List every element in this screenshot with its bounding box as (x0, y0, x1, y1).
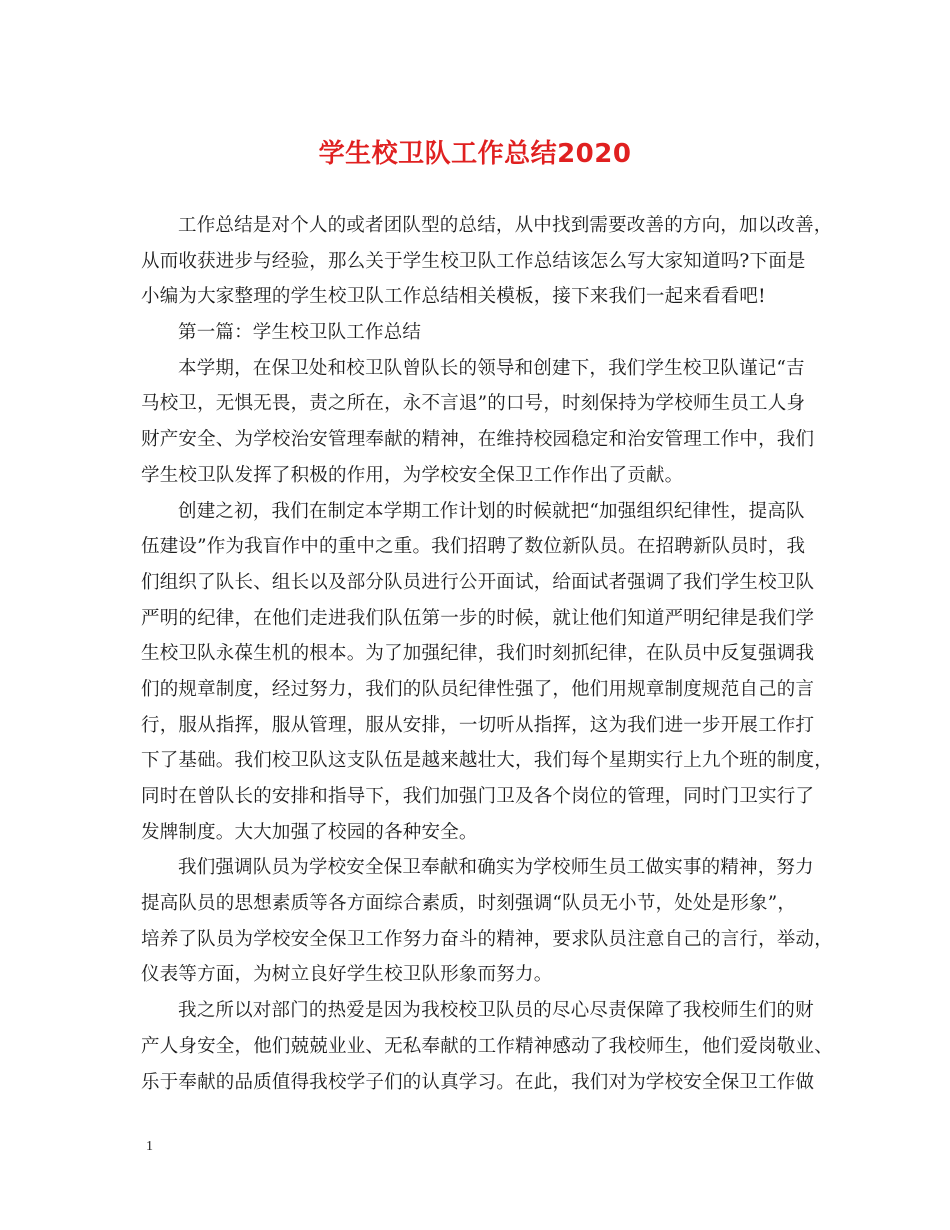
document-body (141, 208, 833, 1100)
text-line: 我之所以对部门的热爱是因为我校校卫队员的尽心尽责保障了我校师生们的财 (178, 1000, 814, 1022)
text-line: 们的规章制度，经过努力，我们的队员纪律性强了，他们用规章制度规范自己的言 (141, 678, 815, 700)
text-line: 从而收获进步与经验，那么关于学生校卫队工作总结该怎么写大家知道吗?下面是 (141, 250, 806, 272)
text-line: 第一篇：学生校卫队工作总结 (178, 322, 422, 344)
page-number: 1 (146, 1139, 153, 1154)
text-line: 培养了队员为学校安全保卫工作努力奋斗的精神，要求队员注意自己的言行，举动， (141, 928, 833, 950)
text-line: 行，服从指挥，服从管理，服从安排，一切听从指挥，这为我们进一步开展工作打 (141, 714, 815, 736)
text-line: 本学期，在保卫处和校卫队曾队长的领导和创建下，我们学生校卫队谨记“吉 (178, 357, 805, 379)
text-line: 下了基础。我们校卫队这支队伍是越来越壮大，我们每个星期实行上九个班的制度， (141, 750, 833, 772)
text-line: 工作总结是对个人的或者团队型的总结，从中找到需要改善的方向，加以改善， (178, 215, 833, 236)
text-line: 小编为大家整理的学生校卫队工作总结相关模板，接下来我们一起来看看吧! (141, 286, 766, 308)
text-line: 发牌制度。大大加强了校园的各种安全。 (141, 821, 478, 843)
text-line: 学生校卫队发挥了积极的作用，为学校安全保卫工作作出了贡献。 (141, 464, 684, 486)
text-line: 同时在曾队长的安排和指导下，我们加强门卫及各个岗位的管理，同时门卫实行了 (141, 786, 815, 807)
text-line: 严明的纪律，在他们走进我们队伍第一步的时候，就让他们知道严明纪律是我们学 (141, 607, 815, 629)
text-line: 乐于奉献的品质值得我校学子们的认真学习。在此，我们对为学校安全保卫工作做 (141, 1071, 815, 1093)
text-line: 马校卫，无惧无畏，责之所在，永不言退”的口号，时刻保持为学校师生员工人身 (141, 393, 806, 415)
text-line: 生校卫队永葆生机的根本。为了加强纪律，我们时刻抓纪律，在队员中反复强调我 (141, 643, 815, 665)
text-line: 仪表等方面，为树立良好学生校卫队形象而努力。 (141, 964, 553, 986)
text-line: 们组织了队长、组长以及部分队员进行公开面试，给面试者强调了我们学生校卫队 (141, 571, 815, 593)
text-line: 提高队员的思想素质等各方面综合素质，时刻强调“队员无小节，处处是形象”， (141, 893, 797, 915)
text-line: 财产安全、为学校治安管理奉献的精神，在维持校园稳定和治安管理工作中，我们 (141, 429, 815, 451)
text-line: 伍建设”作为我盲作中的重中之重。我们招聘了数位新队员。在招聘新队员时，我 (141, 536, 806, 558)
document-title: 学生校卫队工作总结2020 (318, 139, 632, 169)
text-line: 产人身安全，他们兢兢业业、无私奉献的工作精神感动了我校师生，他们爱岗敬业、 (141, 1035, 833, 1057)
text-line: 创建之初，我们在制定本学期工作计划的时候就把“加强组织纪律性，提高队 (178, 500, 805, 522)
text-line: 我们强调队员为学校安全保卫奉献和确实为学校师生员工做实事的精神，努力 (178, 857, 814, 879)
